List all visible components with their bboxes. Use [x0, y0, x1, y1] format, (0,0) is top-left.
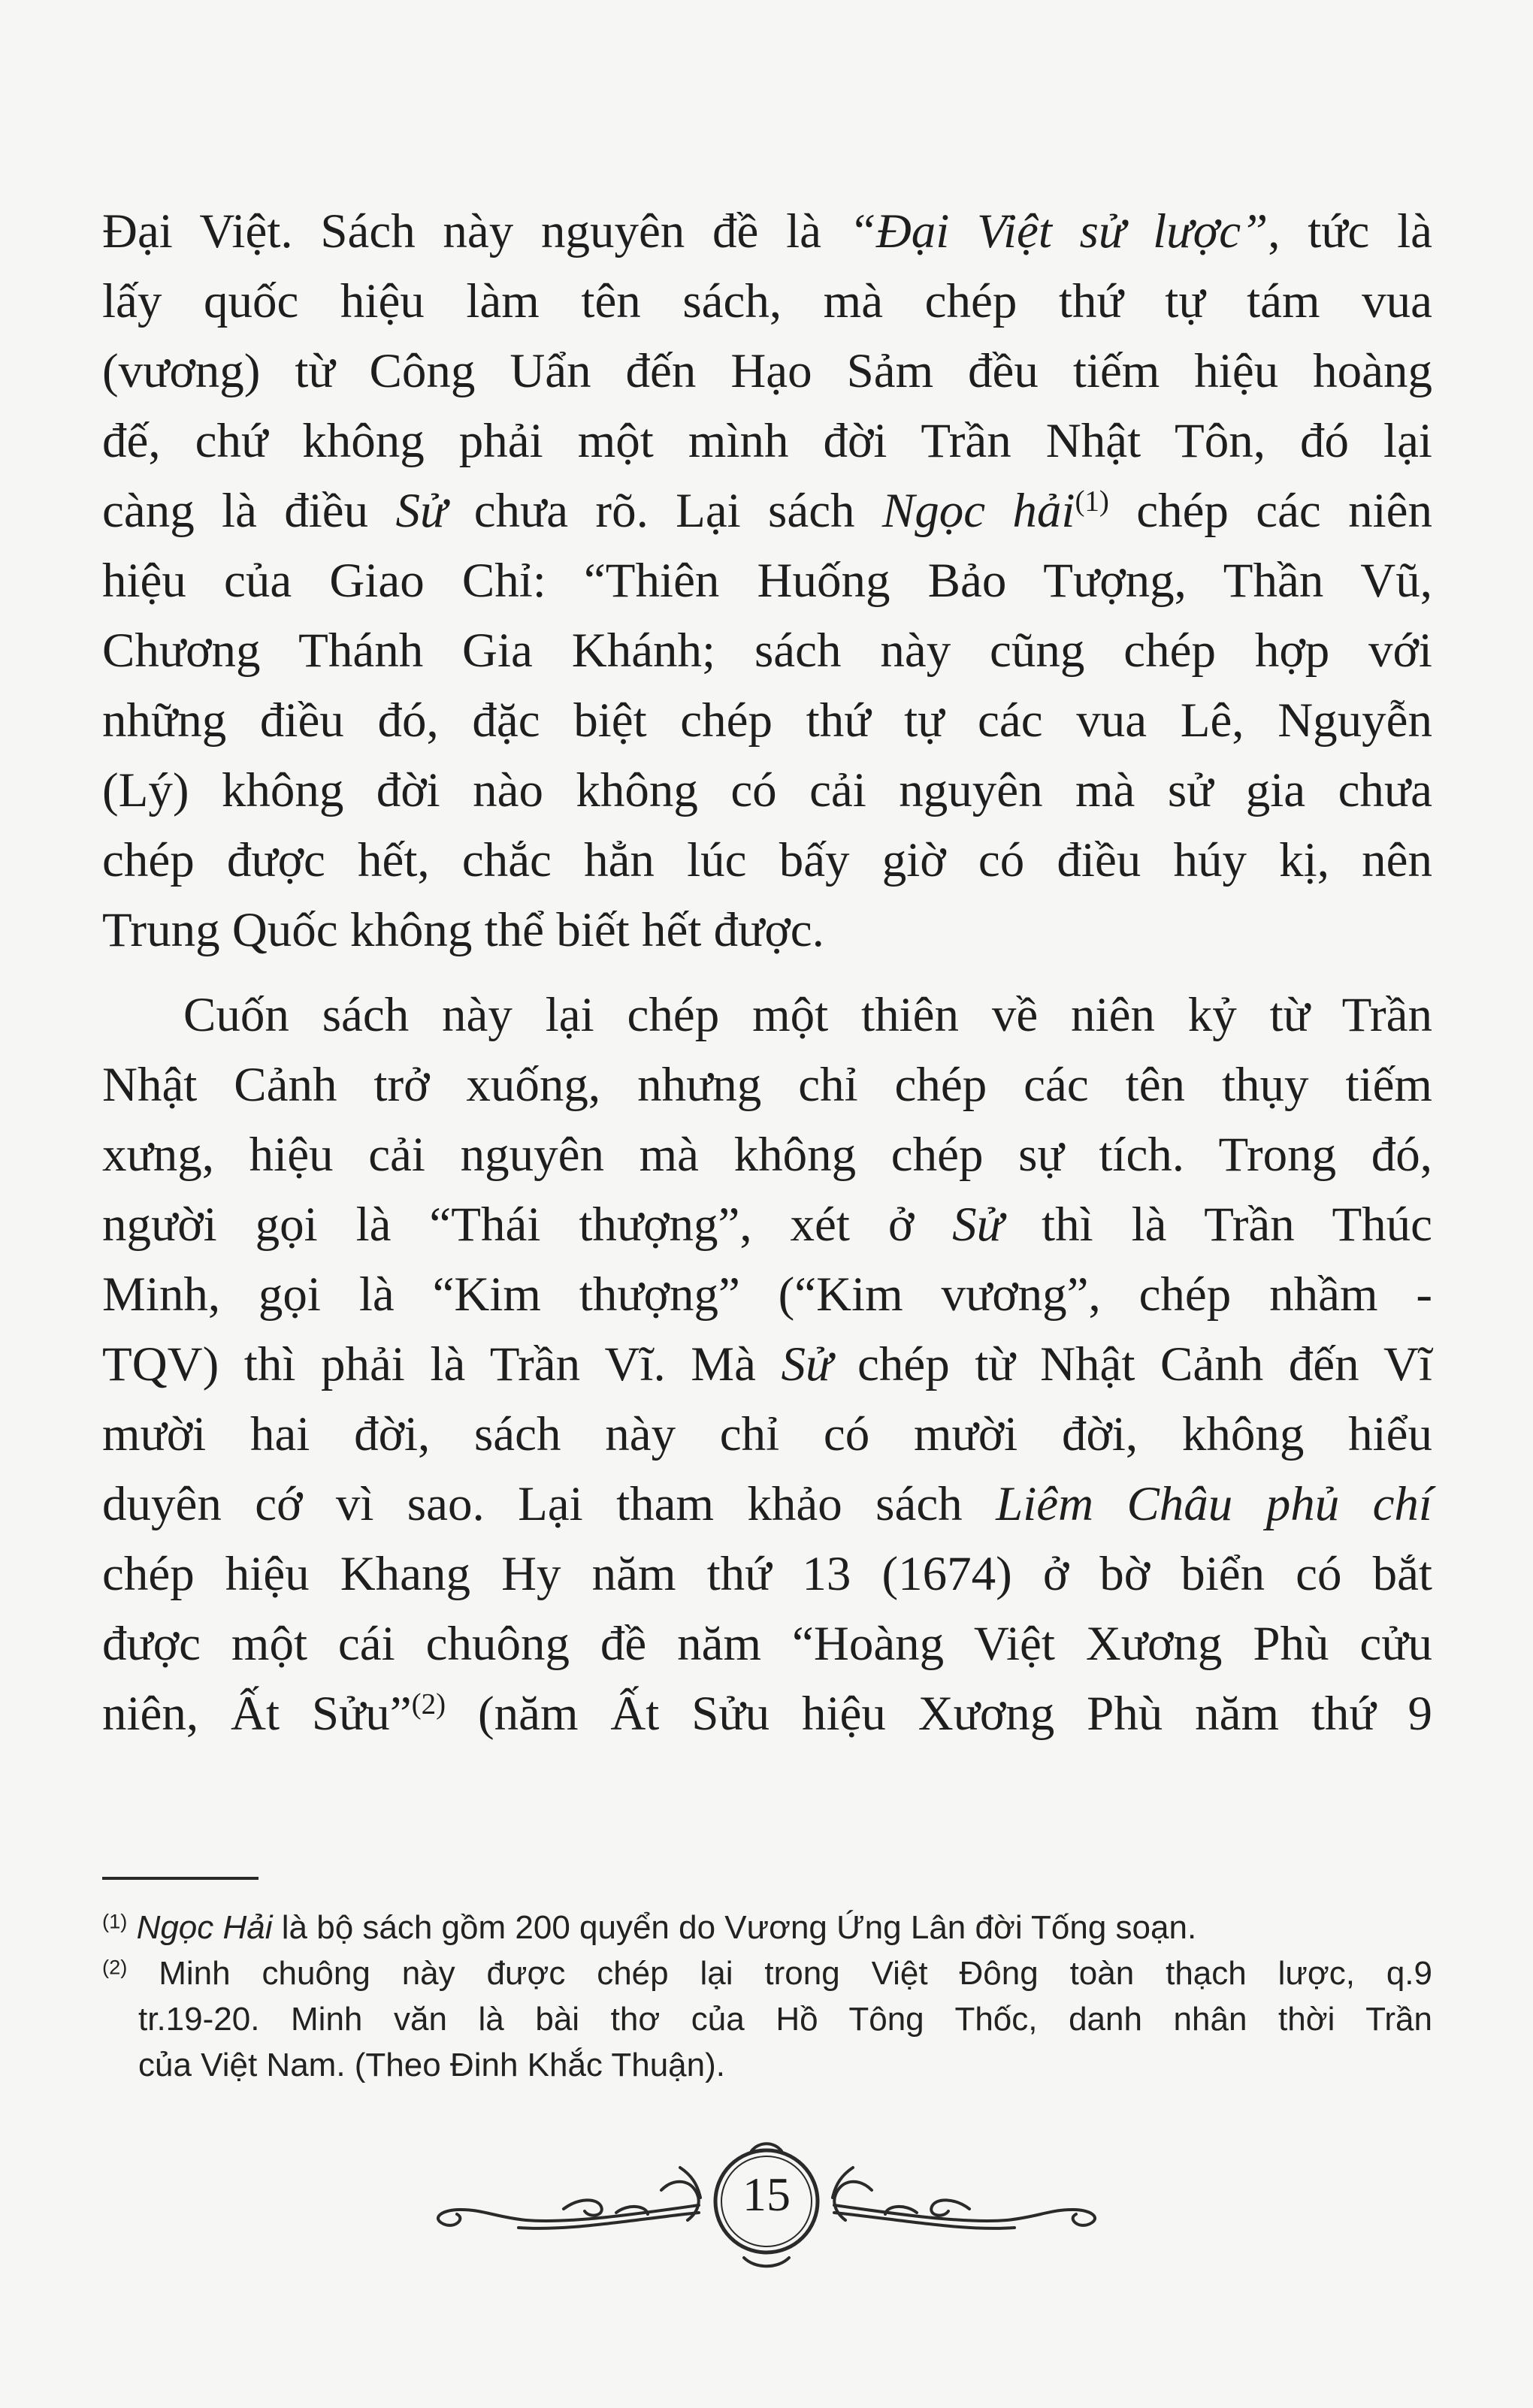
text-line: Minh, gọi là “Kim thượng” (“Kim vương”, chép nhầm -	[102, 1267, 1432, 1322]
text-line: hiệu của Giao Chỉ: “Thiên Huống Bảo Tượng, Thần Vũ,	[102, 554, 1432, 608]
footnote-divider	[102, 1877, 259, 1880]
text-line: xưng, hiệu cải nguyên mà không chép sự tích. Trong đó,	[102, 1128, 1432, 1182]
text-line: Đại Việt. Sách này nguyên đề là “Đại Việt sử lược”, tức là	[102, 204, 1432, 258]
page-number: 15	[742, 2168, 791, 2221]
text-line: (vương) từ Công Uẩn đến Hạo Sảm đều tiếm hiệu hoàng	[102, 344, 1432, 398]
footnotes	[102, 1905, 1432, 2088]
text-line: Cuốn sách này lại chép một thiên về niên kỷ từ Trần	[183, 988, 1432, 1042]
text-line: mười hai đời, sách này chỉ có mười đời, không hiểu	[102, 1407, 1432, 1461]
footnote-2-line: của Việt Nam. (Theo Đinh Khắc Thuận).	[138, 2047, 725, 2083]
text-line: chép hiệu Khang Hy năm thứ 13 (1674) ở bờ biển có bắt	[102, 1547, 1432, 1601]
text-line: người gọi là “Thái thượng”, xét ở Sử thì là Trần Thúc	[102, 1198, 1433, 1252]
text-line: TQV) thì phải là Trần Vĩ. Mà Sử chép từ Nhật Cảnh đến Vĩ	[102, 1337, 1432, 1391]
footnote-2-line: tr.19-20. Minh văn là bài thơ của Hồ Tông Thốc, danh nhân thời Trần	[138, 2001, 1432, 2038]
text-line: Trung Quốc không thể biết hết được.	[102, 903, 824, 957]
footnote-2: $^{(2)}$ Minh chuông này được chép lại trong Việt Đông toàn thạch lược, q.9	[102, 1955, 1432, 1992]
text-line: Nhật Cảnh trở xuống, nhưng chỉ chép các tên thụy tiếm	[102, 1058, 1432, 1112]
text-line: càng là điều Sử chưa rõ. Lại sách Ngọc hải$^{(1)}$ chép các niên	[102, 484, 1432, 538]
text-line: chép được hết, chắc hẳn lúc bấy giờ có điều húy kị, nên	[102, 833, 1432, 887]
footnote-ref-1: (1)	[1075, 485, 1109, 518]
text-line: những điều đó, đặc biệt chép thứ tự các vua Lê, Nguyễn	[102, 693, 1432, 748]
main-text	[102, 197, 1432, 1749]
text-line: đế, chứ không phải một mình đời Trần Nhật Tôn, đó lại	[102, 414, 1432, 468]
text-line: lấy quốc hiệu làm tên sách, mà chép thứ tự tám vua	[102, 274, 1432, 328]
text-line: niên, Ất Sửu”$^{(2)}$ (năm Ất Sửu hiệu Xương Phù năm thứ 9	[102, 1687, 1433, 1741]
text-line: duyên cớ vì sao. Lại tham khảo sách Liêm Châu phủ chí	[102, 1477, 1432, 1531]
text-line: được một cái chuông đề năm “Hoàng Việt Xương Phù cửu	[102, 1617, 1432, 1671]
text-line: Chương Thánh Gia Khánh; sách này cũng chép hợp với	[102, 624, 1432, 678]
text-line: (Lý) không đời nào không có cải nguyên mà sử gia chưa	[102, 763, 1432, 817]
footnote-ref-2: (2)	[411, 1687, 446, 1721]
footnote-1: $^{(1)}$ Ngọc Hải là bộ sách gồm 200 quyển do Vương Ứng Lân đời Tống soạn.	[102, 1909, 1197, 1946]
